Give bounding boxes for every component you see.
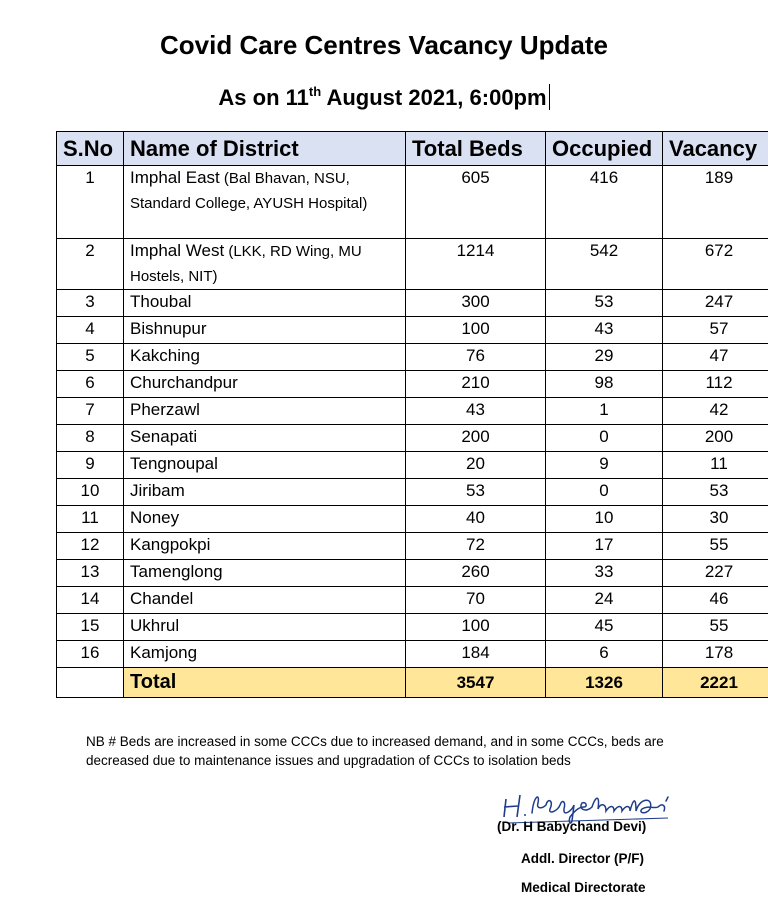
cell-district	[124, 290, 406, 317]
cell-occupied: 542	[546, 239, 663, 290]
cell-vacancy: 200	[663, 425, 768, 452]
table-row	[57, 290, 768, 317]
cell-occupied: 45	[546, 614, 663, 641]
column-header-occupied: Occupied	[546, 132, 663, 166]
table-row	[57, 166, 768, 239]
cell-sno: 1	[57, 166, 124, 239]
district-name: Tamenglong	[130, 562, 223, 581]
district-name: Churchandpur	[130, 373, 238, 392]
cell-sno: 15	[57, 614, 124, 641]
cell-occupied: 9	[546, 452, 663, 479]
table-row	[57, 506, 768, 533]
cell-vacancy: 672	[663, 239, 768, 290]
cell-district	[124, 398, 406, 425]
cell-occupied: 33	[546, 560, 663, 587]
cell-occupied: 17	[546, 533, 663, 560]
district-name: Jiribam	[130, 481, 185, 500]
cell-sno: 16	[57, 641, 124, 668]
cell-vacancy: 42	[663, 398, 768, 425]
district-name: Senapati	[130, 427, 198, 446]
cell-vacancy: 247	[663, 290, 768, 317]
cell-total-beds: 20	[406, 452, 546, 479]
cell-sno: 10	[57, 479, 124, 506]
cell-district	[124, 614, 406, 641]
cell-vacancy: 46	[663, 587, 768, 614]
signatory-name: (Dr. H Babychand Devi)	[497, 819, 647, 834]
column-header-sno: S.No	[57, 132, 124, 166]
cell-occupied: 53	[546, 290, 663, 317]
cell-district	[124, 452, 406, 479]
subtitle-prefix: As on 11	[218, 85, 309, 110]
cell-vacancy: 178	[663, 641, 768, 668]
cell-occupied: 6	[546, 641, 663, 668]
cell-district	[124, 641, 406, 668]
signatory-designation: Addl. Director (P/F)	[521, 851, 645, 866]
table-row	[57, 614, 768, 641]
cell-vacancy-sum: 2221	[663, 668, 768, 698]
table-row	[57, 533, 768, 560]
cell-district	[124, 479, 406, 506]
table-row	[57, 344, 768, 371]
table-row	[57, 641, 768, 668]
table-row	[57, 425, 768, 452]
table-body	[57, 166, 768, 698]
cell-occupied: 29	[546, 344, 663, 371]
cell-vacancy: 57	[663, 317, 768, 344]
cell-occupied: 416	[546, 166, 663, 239]
cell-district	[124, 371, 406, 398]
page-subtitle	[0, 84, 768, 111]
cell-sno: 13	[57, 560, 124, 587]
district-name: Noney	[130, 508, 180, 527]
cell-occupied: 10	[546, 506, 663, 533]
table-row	[57, 587, 768, 614]
table-row	[57, 560, 768, 587]
cell-sno: 5	[57, 344, 124, 371]
table-row	[57, 452, 768, 479]
cell-occupied: 43	[546, 317, 663, 344]
cell-total-beds: 40	[406, 506, 546, 533]
cell-vacancy: 227	[663, 560, 768, 587]
signatory-organization: Medical Directorate	[521, 880, 646, 895]
cell-sno: 14	[57, 587, 124, 614]
cell-district	[124, 344, 406, 371]
cell-occupied: 0	[546, 425, 663, 452]
district-name: Imphal West	[130, 241, 225, 260]
district-name: Kamjong	[130, 643, 198, 662]
table-row	[57, 317, 768, 344]
cell-total-beds: 76	[406, 344, 546, 371]
district-centres-note: (LKK, RD Wing, MU Hostels, NIT)	[130, 243, 362, 285]
district-name: Chandel	[130, 589, 194, 608]
text-cursor	[549, 84, 550, 110]
nb-note: NB # Beds are increased in some CCCs due to increased demand, and in some CCCs, beds are decreased due to maintenance issues and upgradation of CCCs to isolation beds	[86, 734, 664, 768]
cell-total-beds: 210	[406, 371, 546, 398]
cell-vacancy: 53	[663, 479, 768, 506]
cell-sno: 7	[57, 398, 124, 425]
cell-district	[124, 425, 406, 452]
table-row	[57, 371, 768, 398]
cell-sno: 12	[57, 533, 124, 560]
cell-vacancy: 11	[663, 452, 768, 479]
district-name: Bishnupur	[130, 319, 207, 338]
cell-district	[124, 587, 406, 614]
cell-total-beds: 1214	[406, 239, 546, 290]
cell-total-beds: 605	[406, 166, 546, 239]
cell-total-beds: 43	[406, 398, 546, 425]
cell-total-beds: 184	[406, 641, 546, 668]
district-name: Imphal East	[130, 168, 220, 187]
cell-total-beds: 53	[406, 479, 546, 506]
district-centres-note: (Bal Bhavan, NSU, Standard College, AYUSH Hospital)	[130, 170, 368, 212]
subtitle-suffix: August 2021, 6:00pm	[321, 85, 547, 110]
cell-district	[124, 506, 406, 533]
district-name: Ukhrul	[130, 616, 180, 635]
district-name: Kangpokpi	[130, 535, 211, 554]
cell-occupied: 1	[546, 398, 663, 425]
cell-total-beds: 70	[406, 587, 546, 614]
cell-total-beds-sum: 3547	[406, 668, 546, 698]
district-name: Tengnoupal	[130, 454, 218, 473]
cell-vacancy: 112	[663, 371, 768, 398]
signature-stroke	[504, 795, 526, 817]
cell-sno: 4	[57, 317, 124, 344]
cell-total-beds: 100	[406, 317, 546, 344]
cell-vacancy: 55	[663, 533, 768, 560]
district-name: Thoubal	[130, 292, 192, 311]
cell-sno: 9	[57, 452, 124, 479]
cell-sno: 6	[57, 371, 124, 398]
cell-total-beds: 300	[406, 290, 546, 317]
cell-occupied-sum: 1326	[546, 668, 663, 698]
cell-total-label: Total	[124, 668, 406, 698]
cell-occupied: 0	[546, 479, 663, 506]
subtitle-ordinal: th	[308, 84, 322, 99]
table-row	[57, 239, 768, 290]
column-header-vacancy: Vacancy	[663, 132, 768, 166]
district-name: Pherzawl	[130, 400, 200, 419]
cell-district	[124, 317, 406, 344]
cell-total-beds: 260	[406, 560, 546, 587]
cell-district	[124, 166, 406, 239]
table-header-row	[57, 132, 768, 166]
cell-occupied: 98	[546, 371, 663, 398]
cell-district	[124, 560, 406, 587]
column-header-total-beds: Total Beds	[406, 132, 546, 166]
cell-sno: 8	[57, 425, 124, 452]
cell-sno: 11	[57, 506, 124, 533]
total-row	[57, 668, 768, 698]
column-header-district: Name of District	[124, 132, 406, 166]
cell-occupied: 24	[546, 587, 663, 614]
table-row	[57, 479, 768, 506]
cell-sno-blank	[57, 668, 124, 698]
cell-district	[124, 533, 406, 560]
cell-vacancy: 55	[663, 614, 768, 641]
cell-vacancy: 47	[663, 344, 768, 371]
cell-total-beds: 72	[406, 533, 546, 560]
cell-vacancy: 189	[663, 166, 768, 239]
vacancy-table	[56, 131, 768, 698]
cell-district	[124, 239, 406, 290]
cell-total-beds: 100	[406, 614, 546, 641]
cell-sno: 2	[57, 239, 124, 290]
cell-vacancy: 30	[663, 506, 768, 533]
table-row	[57, 398, 768, 425]
district-name: Kakching	[130, 346, 200, 365]
page-title: Covid Care Centres Vacancy Update	[160, 30, 608, 60]
cell-total-beds: 200	[406, 425, 546, 452]
cell-sno: 3	[57, 290, 124, 317]
